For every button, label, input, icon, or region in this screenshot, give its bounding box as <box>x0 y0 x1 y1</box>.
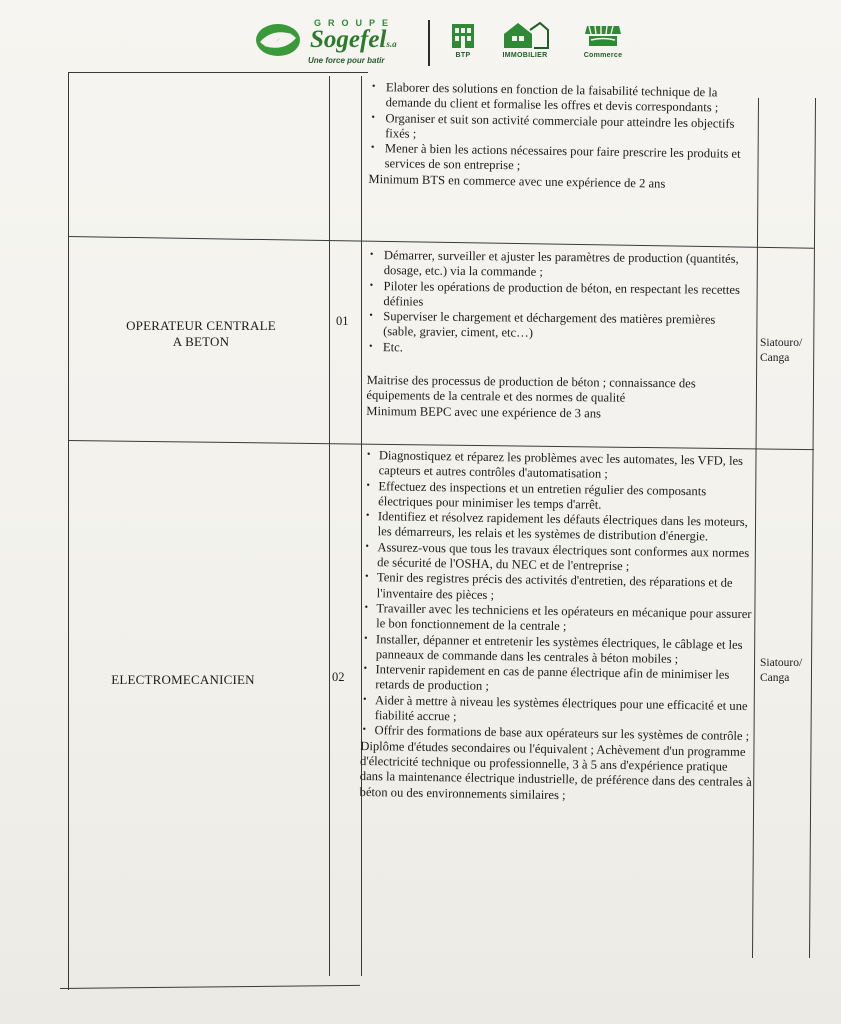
job-location-electromecanicien: Siatouro/ Canga <box>760 657 803 684</box>
row1-requirement: Minimum BTS en commerce avec une expérience de 2 ans <box>368 171 666 191</box>
table-row-divider <box>68 72 368 73</box>
group-label: GROUPE <box>314 18 396 28</box>
list-item: • Superviser le chargement et déchargement des matières premières (sable, gravier, ciment, etc…) <box>367 309 747 344</box>
job-location-operateur: Siatouro/ Canga <box>760 337 803 364</box>
list-item: • Offrir des formations de base aux opérateurs sur les systèmes de contrôle ; <box>360 723 752 744</box>
table-border-left <box>68 72 69 990</box>
row2-description <box>366 248 748 423</box>
list-item: • Intervenir rapidement en cas de panne électrique afin de minimiser les retards de production ; <box>361 662 753 699</box>
list-item: • Installer, dépanner et entretenir les systèmes électriques, le câblage et les panneaux de commande dans les centrales à béton mobiles ; <box>362 632 754 669</box>
division-immobilier: IMMOBILIER <box>490 20 560 59</box>
brand-name: Sogefels.a <box>310 26 397 53</box>
list-item: • Tenir des registres précis des activités d'entretien, des réparations et de l'inventaire des pièces ; <box>363 570 755 607</box>
list-item: • Diagnostiquez et réparez les problèmes avec les automates, les VFD, les capteurs et autres contrôles d'automatisation ; <box>365 448 757 485</box>
list-item: • Identifiez et résolvez rapidement les défauts électriques dans les moteurs, les démarreurs, les relais et les systèmes de distribution d'énergie. <box>364 509 756 546</box>
row3-bullet-list <box>360 448 757 745</box>
list-item: • Mener à bien les actions nécessaires pour faire prescrire les produits et services de son entreprise ; <box>369 141 747 178</box>
list-item: • Aider à mettre à niveau les systèmes électriques pour une efficacité et une fiabilité accrue ; <box>361 693 753 730</box>
table-border-bottom <box>60 985 360 989</box>
row3-description <box>359 448 756 806</box>
division-commerce: Commerce <box>575 20 631 59</box>
table-row-divider <box>68 236 814 249</box>
list-item: • Effectuez des inspections et un entretien régulier des composants électriques pour minimiser les temps d'arrêt. <box>364 479 756 516</box>
job-count-electromecanicien: 02 <box>332 670 345 684</box>
division-btp: BTP <box>443 20 483 59</box>
table-column-divider <box>361 76 362 976</box>
job-title-electromecanicien: ELECTROMECANICIEN <box>111 672 255 687</box>
list-item: • Travailler avec les techniciens et les opérateurs en mécanique pour assurer le bon fonctionnement de la centrale ; <box>362 601 754 638</box>
list-item: • Organiser et suit son activité commerciale pour atteindre les objectifs fixés ; <box>369 111 747 148</box>
list-item: • Piloter les opérations de production de béton, en respectant les recettes définies <box>367 279 747 314</box>
list-item: • Etc. <box>367 340 747 359</box>
job-count-operateur: 01 <box>336 314 349 328</box>
brand-tagline: Une force pour batir <box>308 56 385 65</box>
row2-requirement: Maitrise des processus de production de béton ; connaissance des équipements de la centrale et des normes de qualité <box>366 373 696 406</box>
list-item: • Démarrer, surveiller et ajuster les paramètres de production (quantités, dosage, etc.) via la commande ; <box>368 248 748 283</box>
table-border-right <box>809 98 816 958</box>
table-column-divider <box>329 76 330 976</box>
job-title-operateur: OPERATEUR CENTRALE A BETON <box>126 318 276 349</box>
row1-bullet-list <box>369 80 748 178</box>
row2-bullet-list <box>367 248 748 359</box>
row3-requirement: Diplôme d'études secondaires ou l'équivalent ; Achèvement d'un programme d'électricité technique ou professionnelle, 3 à 5 ans d'expérience pratique dans la maintenance électrique industrielle, de préférence dans des centrales à béton ou des environnements similaires ; <box>359 738 752 802</box>
list-item: • Elaborer des solutions en fonction de la faisabilité technique de la demande du client et formalise les offres et devis correspondants ; <box>370 80 748 117</box>
list-item: • Assurez-vous que tous les travaux électriques sont conformes aux normes de sécurité de l'OSHA, du NEC et de l'entreprise ; <box>363 540 755 577</box>
row2-requirement: Minimum BEPC avec une expérience de 3 ans <box>366 403 602 421</box>
row1-description <box>368 80 748 193</box>
